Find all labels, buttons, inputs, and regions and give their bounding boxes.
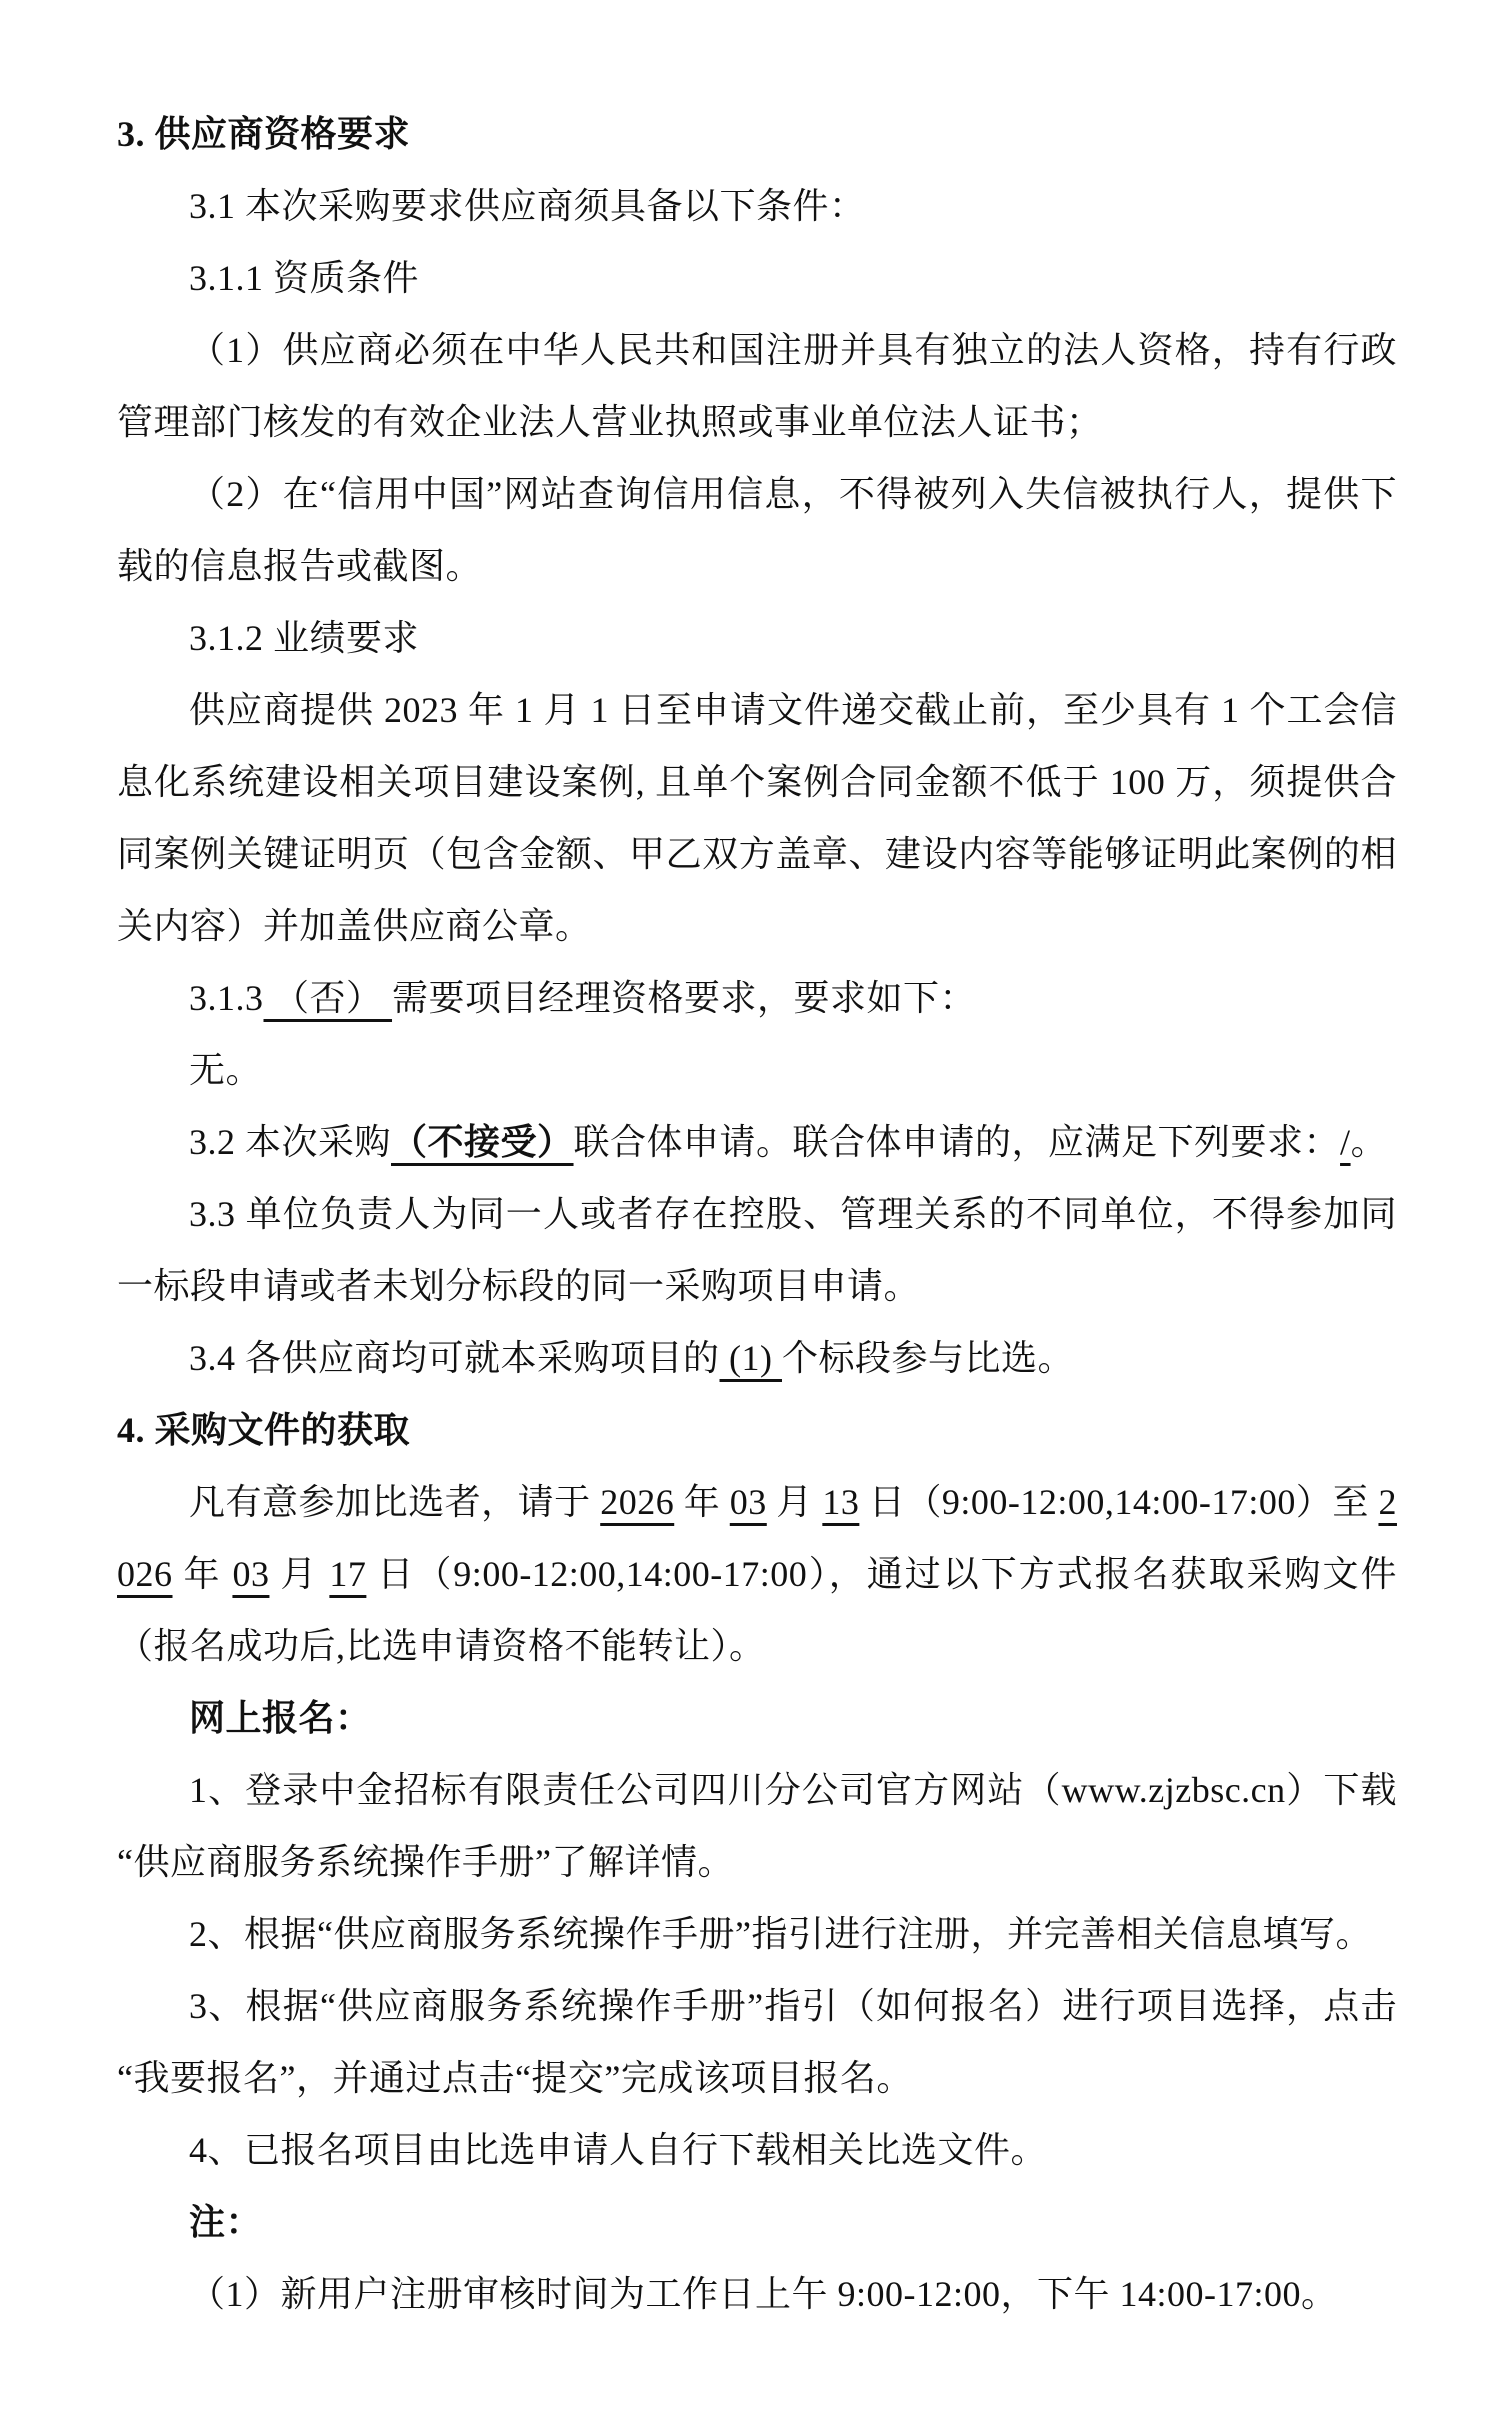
text-segment: 凡有意参加比选者，请于: [189, 1482, 601, 1522]
underlined-text-segment: 2026: [117, 1482, 1397, 1594]
text-segment: 网上报名：: [189, 1698, 372, 1738]
text-segment: 3.1.3: [189, 978, 264, 1018]
text-segment: 日（9:00-12:00,14:00-17:00），通过以下方式报名获取采购文件（报名成功后,比选申请资格不能转让）。: [117, 1554, 1397, 1666]
document-body: [117, 98, 1397, 2330]
text-segment: （2）在“信用中国”网站查询信用信息，不得被列入失信被执行人，提供下载的信息报告或截图。: [117, 474, 1397, 586]
text-segment: 需要项目经理资格要求，要求如下：: [392, 978, 977, 1018]
clause-3-1-3-answer: [117, 1034, 1397, 1106]
text-segment: 1、登录中金招标有限责任公司四川分公司官方网站（www.zjzbsc.cn）下载“供应商服务系统操作手册”了解详情。: [117, 1770, 1397, 1882]
text-segment: 2、根据“供应商服务系统操作手册”指引进行注册，并完善相关信息填写。: [189, 1914, 1372, 1954]
text-segment: 3.4 各供应商均可就本采购项目的: [189, 1338, 720, 1378]
text-segment: 月: [766, 1482, 823, 1522]
underlined-text-segment: 17: [329, 1554, 367, 1594]
clause-3-1-1-item-1: [117, 314, 1397, 458]
text-segment: 3.2 本次采购: [189, 1122, 392, 1162]
underlined-text-segment: /: [1340, 1122, 1351, 1162]
text-segment: 日（9:00-12:00,14:00-17:00）至: [859, 1482, 1379, 1522]
clause-3-1-1: [117, 242, 1397, 314]
underlined-text-segment: 13: [822, 1482, 860, 1522]
heading-section-3: [117, 98, 1397, 170]
clause-3-1-2: [117, 602, 1397, 674]
text-segment: 3.1.2 业绩要求: [189, 618, 420, 658]
text-segment: 联合体申请。联合体申请的，应满足下列要求：: [573, 1122, 1341, 1162]
text-segment: （1）供应商必须在中华人民共和国注册并具有独立的法人资格，持有行政管理部门核发的有效企业法人营业执照或事业单位法人证书；: [117, 330, 1397, 442]
text-segment: （1）新用户注册审核时间为工作日上午 9:00-12:00，下午 14:00-17:00。: [189, 2274, 1338, 2314]
text-segment: 年: [674, 1482, 730, 1522]
text-segment: 个标段参与比选。: [782, 1338, 1075, 1378]
text-segment: 无。: [189, 1050, 263, 1090]
underlined-text-segment: （否）: [263, 978, 393, 1018]
clause-4-intro: [117, 1466, 1397, 1682]
heading-section-4: [117, 1394, 1397, 1466]
clause-3-1: [117, 170, 1397, 242]
underlined-text-segment: 03: [729, 1482, 767, 1522]
clause-3-1-2-text: [117, 674, 1397, 962]
text-segment: 月: [269, 1554, 330, 1594]
note-item-1: [117, 2258, 1397, 2330]
text-segment: 3.1 本次采购要求供应商须具备以下条件：: [189, 186, 866, 226]
text-segment: 供应商提供 2023 年 1 月 1 日至申请文件递交截止前，至少具有 1 个工会信息化系统建设相关项目建设案例, 且单个案例合同金额不低于 100 万，须提供合同案例关键证明页（包含金额、甲乙双方盖章、建设内容等能够证明此案例的相关内容）并加盖供应商公章。: [117, 690, 1397, 946]
text-segment: 4、已报名项目由比选申请人自行下载相关比选文件。: [189, 2130, 1048, 2170]
text-segment: 3.3 单位负责人为同一人或者存在控股、管理关系的不同单位，不得参加同一标段申请或者未划分标段的同一采购项目申请。: [117, 1194, 1397, 1306]
registration-step-2: [117, 1898, 1397, 1970]
online-registration-label: [117, 1682, 1397, 1754]
text-segment: 4. 采购文件的获取: [117, 1410, 411, 1450]
underlined-text-segment: 03: [232, 1554, 270, 1594]
text-segment: 3、根据“供应商服务系统操作手册”指引（如何报名）进行项目选择，点击“我要报名”，并通过点击“提交”完成该项目报名。: [117, 1986, 1397, 2098]
text-segment: 。: [1350, 1122, 1388, 1162]
clause-3-1-1-item-2: [117, 458, 1397, 602]
text-segment: 3. 供应商资格要求: [117, 114, 411, 154]
registration-step-4: [117, 2114, 1397, 2186]
underlined-text-segment: 2026: [600, 1482, 675, 1522]
clause-3-1-3: [117, 962, 1397, 1034]
clause-3-4: [117, 1322, 1397, 1394]
registration-step-1: [117, 1754, 1397, 1898]
text-segment: 注：: [189, 2202, 263, 2242]
underlined-text-segment: (1): [719, 1338, 782, 1378]
registration-step-3: [117, 1970, 1397, 2114]
underlined-text-segment: （不接受）: [391, 1122, 574, 1162]
text-segment: 3.1.1 资质条件: [189, 258, 420, 298]
note-label: [117, 2186, 1397, 2258]
text-segment: 年: [172, 1554, 233, 1594]
clause-3-3: [117, 1178, 1397, 1322]
clause-3-2: [117, 1106, 1397, 1178]
